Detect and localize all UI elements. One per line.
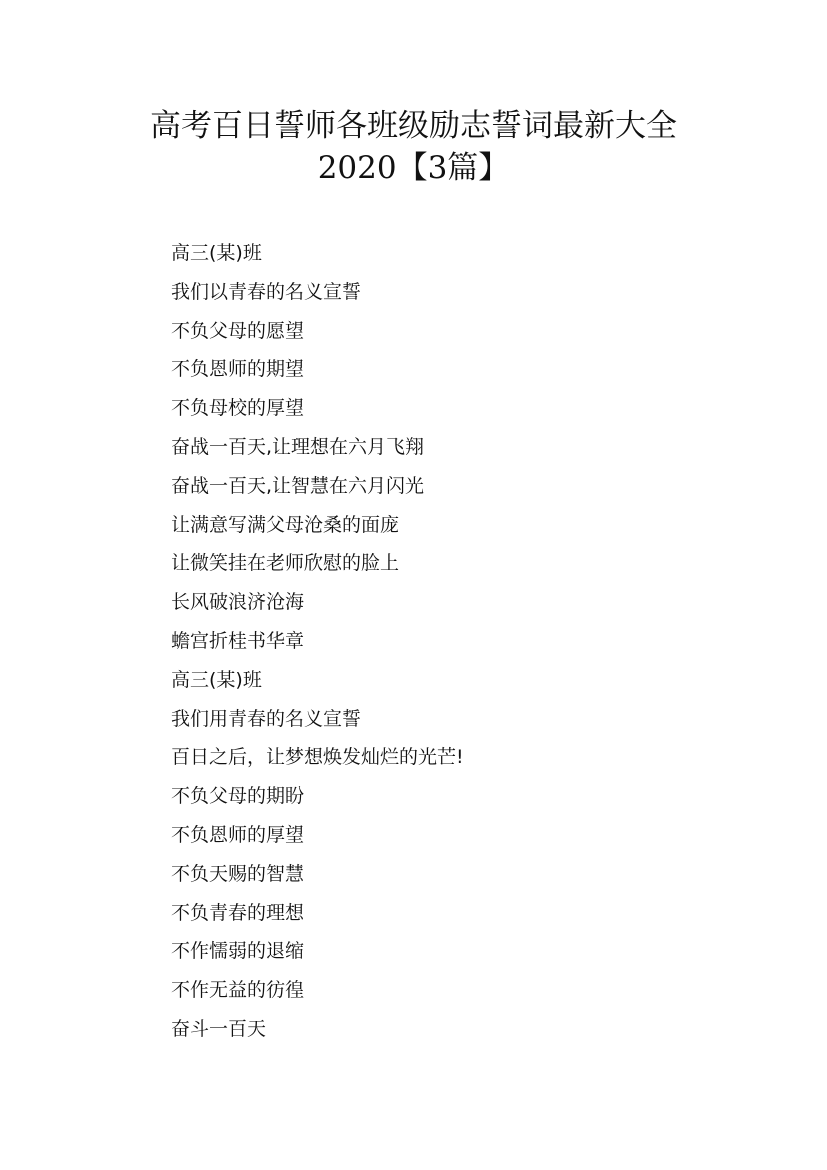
text-line: 奋战一百天,让理想在六月飞翔 [171, 435, 425, 458]
text-line: 不负青春的理想 [171, 901, 305, 924]
text-line: 让满意写满父母沧桑的面庞 [171, 513, 400, 536]
text-line: 让微笑挂在老师欣慰的脸上 [171, 552, 400, 575]
document-subtitle: 2020【3篇】 [317, 150, 510, 186]
text-line: 我们以青春的名义宣誓 [171, 280, 362, 303]
text-line: 不作懦弱的退缩 [171, 940, 305, 963]
text-line: 高三(某)班 [171, 668, 262, 691]
text-line: 高三(某)班 [171, 242, 262, 264]
text-line: 不负恩师的期望 [171, 358, 305, 381]
text-line: 百日之后，让梦想焕发灿烂的光芒! [171, 746, 464, 769]
text-line: 不负母校的厚望 [171, 397, 305, 420]
text-line: 蟾宫折桂书华章 [171, 629, 305, 652]
text-line: 不负天赐的智慧 [171, 862, 305, 885]
text-line: 不作无益的彷徨 [171, 979, 305, 1002]
pledge-text [171, 234, 731, 1049]
text-line: 不负恩师的厚望 [171, 823, 305, 846]
text-line: 奋战一百天,让智慧在六月闪光 [171, 474, 425, 497]
text-line: 长风破浪济沧海 [171, 591, 305, 614]
text-line: 奋斗一百天 [171, 1017, 267, 1040]
document-title: 高考百日誓师各班级励志誓词最新大全 [150, 108, 677, 144]
text-line: 我们用青春的名义宣誓 [171, 707, 362, 730]
text-line: 不负父母的愿望 [171, 319, 305, 342]
text-line: 不负父母的期盼 [171, 785, 305, 808]
